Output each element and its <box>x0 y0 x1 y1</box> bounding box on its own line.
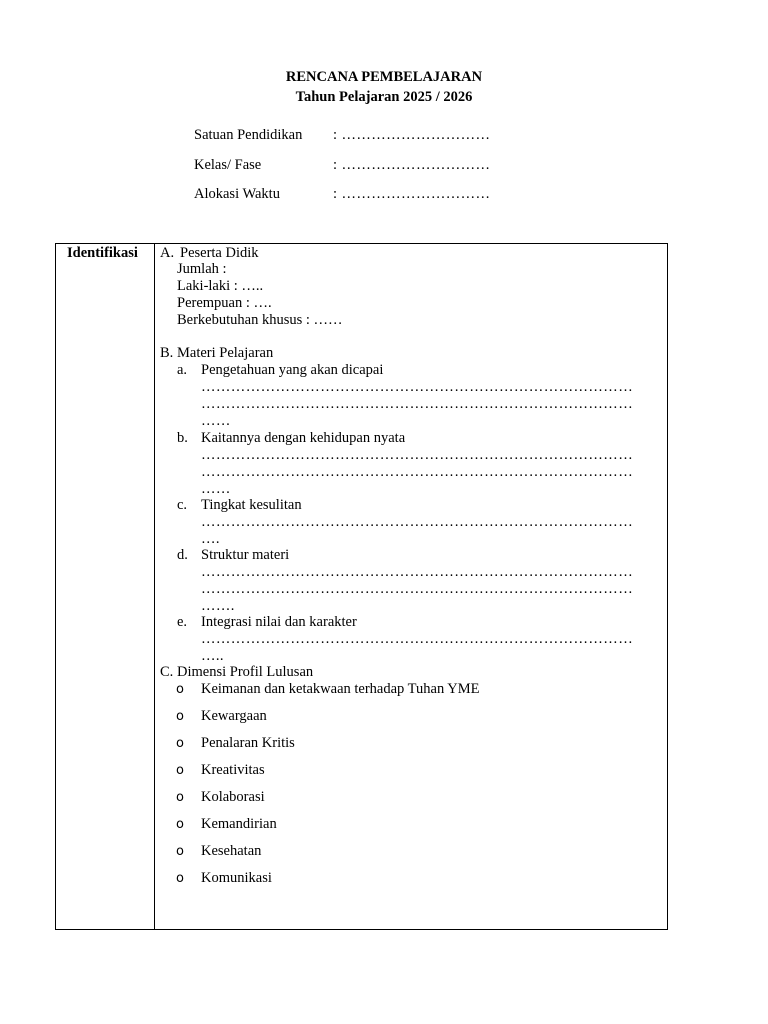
document-subtitle: Tahun Pelajaran 2025 / 2026 <box>295 89 473 105</box>
dotted-fill-line: …………………………………………………………………………… <box>201 447 634 463</box>
meta-value-alokasi: : ………………………… <box>333 186 491 202</box>
row-header-identifikasi: Identifikasi <box>67 245 138 261</box>
meta-label-satuan: Satuan Pendidikan <box>194 127 303 143</box>
bullet-icon: o <box>176 871 184 886</box>
profile-item: Keimanan dan ketakwaan terhadap Tuhan YME <box>201 681 480 697</box>
meta-label-alokasi: Alokasi Waktu <box>194 186 280 202</box>
bullet-icon: o <box>176 817 184 832</box>
profile-item: Komunikasi <box>201 870 272 886</box>
item-c-marker: c. <box>177 497 188 513</box>
item-b-marker: b. <box>177 430 188 446</box>
bullet-icon: o <box>176 682 184 697</box>
profile-item: Kolaborasi <box>201 789 265 805</box>
dotted-fill-line: ……. <box>201 598 235 614</box>
profile-item: Kewargaan <box>201 708 267 724</box>
meta-value-kelas: : ………………………… <box>333 157 491 173</box>
dotted-fill-line: …… <box>201 413 231 429</box>
dotted-fill-line: …………………………………………………………………………… <box>201 514 634 530</box>
dotted-fill-line: …………………………………………………………………………… <box>201 379 634 395</box>
item-e-marker: e. <box>177 614 188 630</box>
table-column-divider <box>154 244 155 929</box>
section-c-title: Dimensi Profil Lulusan <box>177 664 314 680</box>
document-title: RENCANA PEMBELAJARAN <box>285 69 483 85</box>
item-d-marker: d. <box>177 547 188 563</box>
profile-item: Penalaran Kritis <box>201 735 295 751</box>
dotted-fill-line: …………………………………………………………………………… <box>201 631 634 647</box>
bullet-icon: o <box>176 790 184 805</box>
profile-item: Kemandirian <box>201 816 277 832</box>
section-a-marker: A. <box>160 245 175 261</box>
section-a-line: Perempuan : …. <box>177 295 272 311</box>
dotted-fill-line: …… <box>201 481 231 497</box>
dotted-fill-line: …. <box>201 531 220 547</box>
item-e-label: Integrasi nilai dan karakter <box>201 614 357 630</box>
item-a-marker: a. <box>177 362 188 378</box>
dotted-fill-line: …………………………………………………………………………… <box>201 396 634 412</box>
profile-item: Kreativitas <box>201 762 265 778</box>
section-a-line: Jumlah : <box>177 261 227 277</box>
item-a-label: Pengetahuan yang akan dicapai <box>201 362 384 378</box>
section-a-title: Peserta Didik <box>180 245 259 261</box>
item-d-label: Struktur materi <box>201 547 290 563</box>
section-b-title: Materi Pelajaran <box>177 345 274 361</box>
bullet-icon: o <box>176 736 184 751</box>
dotted-fill-line: …………………………………………………………………………… <box>201 581 634 597</box>
item-b-label: Kaitannya dengan kehidupan nyata <box>201 430 406 446</box>
identification-table <box>55 243 668 930</box>
meta-label-kelas: Kelas/ Fase <box>194 157 262 173</box>
section-a-line: Laki-laki : ….. <box>177 278 264 294</box>
meta-value-satuan: : ………………………… <box>333 127 491 143</box>
item-c-label: Tingkat kesulitan <box>201 497 302 513</box>
dotted-fill-line: ….. <box>201 648 224 664</box>
bullet-icon: o <box>176 709 184 724</box>
dotted-fill-line: …………………………………………………………………………… <box>201 464 634 480</box>
section-a-line: Berkebutuhan khusus : …… <box>177 312 343 328</box>
bullet-icon: o <box>176 763 184 778</box>
dotted-fill-line: …………………………………………………………………………… <box>201 564 634 580</box>
section-b-marker: B. <box>160 345 174 361</box>
profile-item: Kesehatan <box>201 843 262 859</box>
bullet-icon: o <box>176 844 184 859</box>
section-c-marker: C. <box>160 664 174 680</box>
